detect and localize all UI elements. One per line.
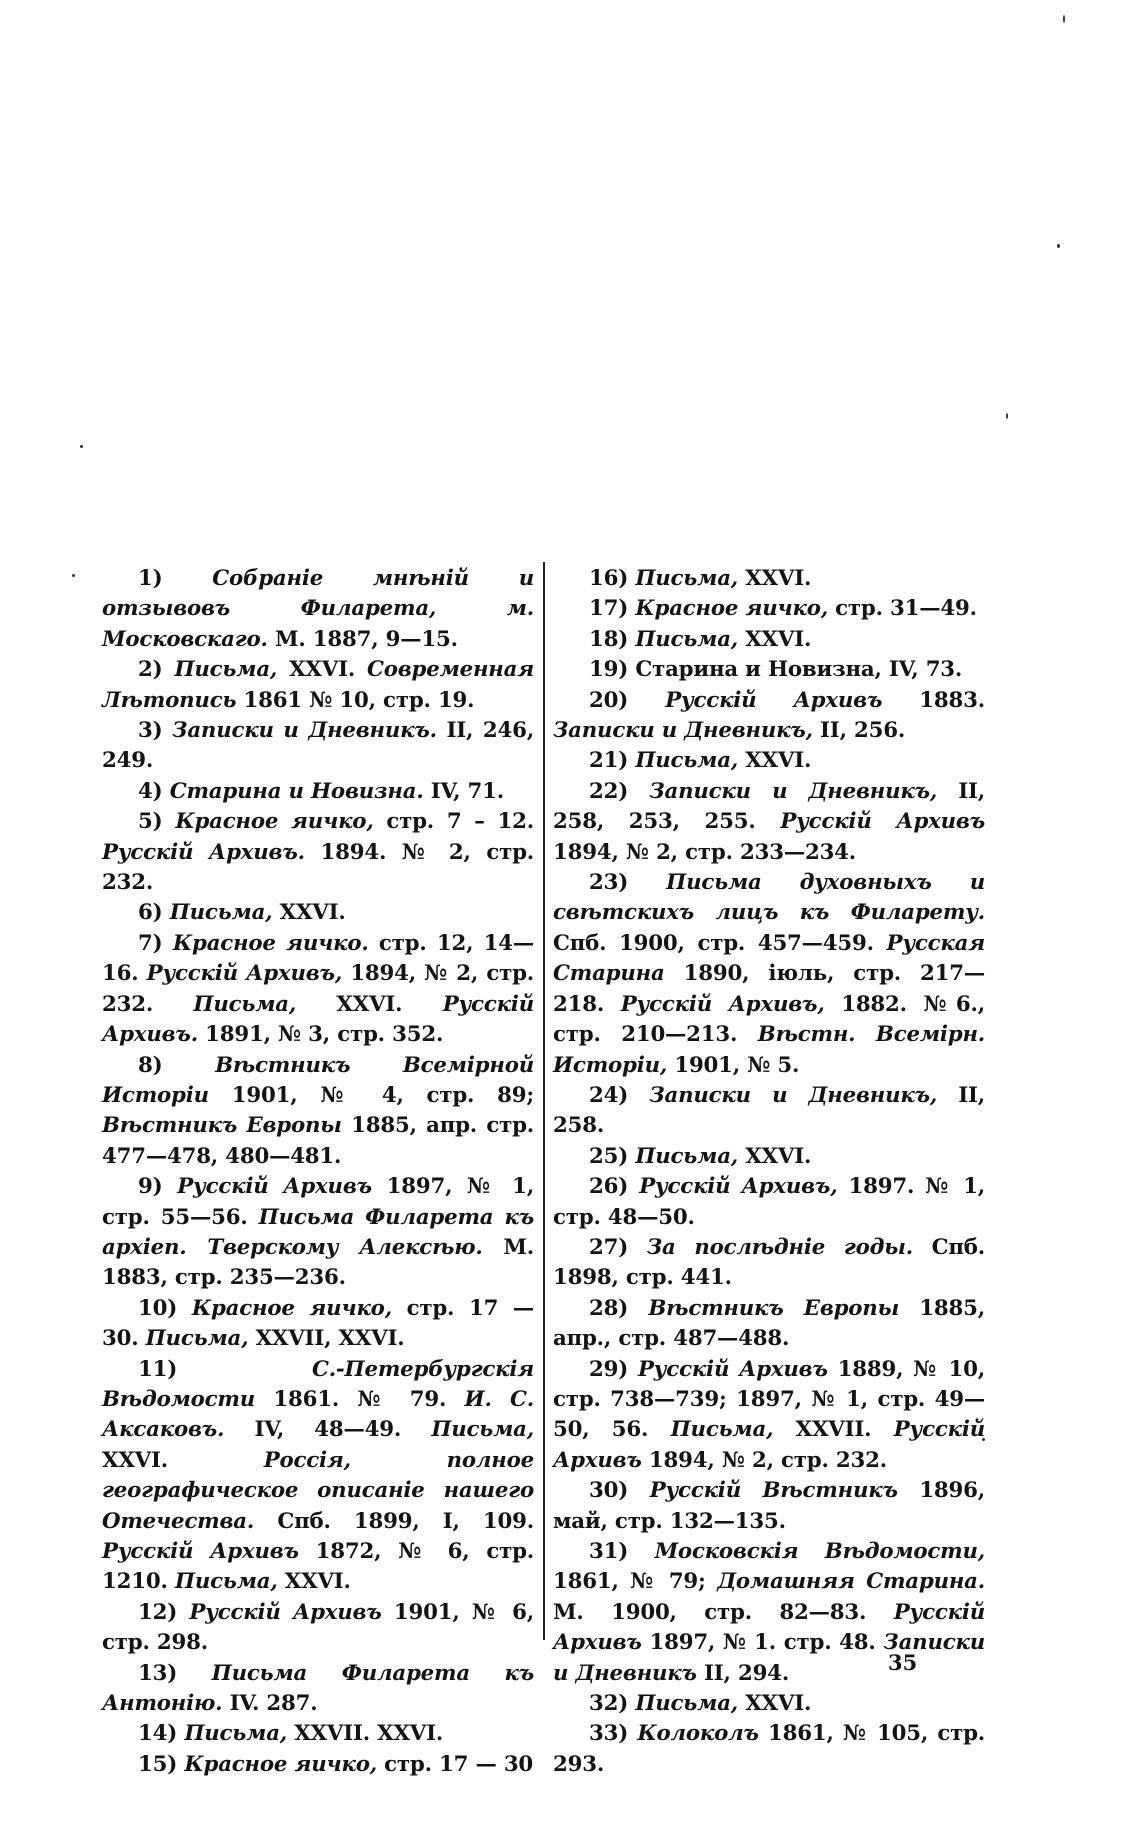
footnote-title: Русскій Архивъ, <box>639 1174 838 1200</box>
footnote-title: Вѣстн. Всемірн. Исторіи, <box>553 1022 985 1078</box>
footnote-text: 1) <box>138 566 213 591</box>
footnotes-left-column <box>102 564 534 1780</box>
footnote-text: XXVI. <box>738 1691 812 1717</box>
footnote-text: XXVI. <box>272 900 346 926</box>
footnote-text: 19) Старина и Новизна, IV, 73. <box>589 657 963 683</box>
footnote-title: Красное яичко, <box>184 1751 377 1777</box>
footnote-title: За послѣдніе годы. <box>646 1234 913 1260</box>
footnote <box>102 807 534 898</box>
footnote-title: Письма, <box>145 1326 249 1352</box>
footnote-text: 17) <box>589 596 636 622</box>
footnote-text: XXVI. <box>738 566 812 591</box>
footnote-text: 14) <box>138 1721 185 1747</box>
footnote <box>553 594 985 624</box>
footnote-text: 8) <box>138 1052 216 1078</box>
footnote-title: Письма Филарета къ архіеп. Тверскому Алексѣю. <box>102 1204 534 1260</box>
footnote <box>553 1233 985 1294</box>
footnote-text: 31) <box>589 1539 655 1564</box>
footnote-text: XXVII. XXVI. <box>287 1721 444 1747</box>
footnote-text: 1896, май, стр. 132—135. <box>553 1478 986 1534</box>
footnote-title: Записки и Дневникъ. <box>172 718 437 744</box>
footnote-title: Записки и Дневникъ, <box>649 778 938 804</box>
footnote <box>553 1719 985 1780</box>
footnote-text: 1872, № 6, стр. 1210. <box>102 1539 534 1595</box>
footnote-text: 1883. <box>882 687 985 713</box>
footnote-text: XXVI. <box>277 1569 351 1595</box>
footnote-text: 22) <box>589 778 650 804</box>
footnote-title: Записки и Дневникъ, <box>553 718 813 744</box>
footnote-title: Русскій Архивъ, <box>146 961 343 987</box>
footnote-title: Письма Филарета къ Антонію. <box>102 1660 534 1717</box>
footnote <box>553 655 985 685</box>
footnote-text: 5) <box>138 809 176 835</box>
footnote-text: IV, 48—49. <box>224 1417 432 1443</box>
footnote-text: 23) <box>589 870 667 896</box>
footnote-title: Московскія Вѣдомости, <box>654 1539 985 1564</box>
footnote-text: 1897, № 1, стр. 55—56. <box>102 1174 534 1230</box>
footnote-text: 1897, № 1. стр. 48. <box>641 1630 884 1656</box>
footnote <box>102 898 534 928</box>
footnote-title: Вѣстникъ Европы <box>102 1113 342 1139</box>
footnote-title: Письма, <box>635 748 739 774</box>
footnote-text: 7) <box>138 930 173 956</box>
footnote-text: М. 1900, стр. 82—83. <box>553 1599 894 1625</box>
column-divider <box>543 562 545 1640</box>
footnote-text: 21) <box>589 748 636 774</box>
footnote <box>553 868 985 1081</box>
footnote-title: Русскій Архивъ <box>553 1599 985 1656</box>
footnote <box>553 625 985 655</box>
footnote <box>553 777 985 868</box>
footnote-text: 20) <box>589 687 666 713</box>
footnote-title: Домашняя Старина. <box>717 1569 985 1595</box>
footnote-title: Старина и Новизна. <box>169 778 424 804</box>
footnote-title: Записки и Дневникъ <box>553 1630 985 1686</box>
footnote-text: 10) <box>138 1295 192 1321</box>
footnote-text: 12) <box>138 1599 190 1625</box>
footnote <box>553 746 985 776</box>
footnote <box>102 716 534 777</box>
footnote <box>553 686 985 747</box>
footnote-text: 16) <box>589 566 636 591</box>
footnote-text: XXVI. <box>738 748 812 774</box>
footnote <box>102 929 534 1051</box>
footnote <box>553 1294 985 1355</box>
footnote <box>553 1537 985 1689</box>
footnotes-right-column <box>553 564 985 1780</box>
footnote-text: 1894, № 2, стр. 232. <box>102 961 534 1017</box>
footnote-text: 1891, № 3, стр. 352. <box>197 1022 444 1048</box>
footnote-text: 1901, № 4, стр. 89; <box>208 1082 534 1108</box>
footnote-title: Русскій Архивъ <box>553 1417 985 1473</box>
footnote-text: 1894. № 2, стр. 232. <box>102 839 534 896</box>
footnote-text: 1885, апр. стр. 477—478, 480—481. <box>102 1113 534 1169</box>
footnote-text: 30) <box>589 1478 650 1504</box>
footnote <box>102 1750 534 1780</box>
footnote <box>553 1476 985 1537</box>
footnote-title: Вѣстникъ Всемірной Исторіи <box>102 1052 534 1108</box>
footnote-text: 4) <box>138 778 170 804</box>
footnote <box>102 1598 534 1659</box>
footnote-title: Русскій Вѣстникъ <box>649 1478 898 1504</box>
footnote-text: 1861. № 79. <box>255 1386 465 1412</box>
footnote-title: Письма, <box>635 1691 739 1717</box>
footnote-title: Красное яичко, <box>191 1295 392 1321</box>
footnote-title: Красное яичко. <box>172 930 369 956</box>
footnote-text: 28) <box>589 1295 649 1321</box>
footnote-title: Колоколъ <box>637 1721 759 1747</box>
footnote-text: стр. 12, 14—16. <box>102 930 534 987</box>
footnote-text: Спб. 1900, стр. 457—459. <box>553 930 887 956</box>
footnote-title: Красное яичко, <box>635 596 828 622</box>
footnote-title: Русскій Архивъ <box>637 1356 828 1382</box>
footnote-title: Русскій Архивъ. <box>102 839 305 865</box>
footnote-title: Русскій Архивъ <box>177 1174 372 1200</box>
footnote-text: 1885, апр., стр. 487—488. <box>553 1295 986 1352</box>
footnote <box>102 655 534 716</box>
footnote-title: Русскій Архивъ <box>102 1539 299 1564</box>
footnote-title: Русскій Архивъ, <box>620 991 825 1017</box>
footnote-title: Письма, <box>431 1417 534 1443</box>
footnote-text: Спб. 1899, I, 109. <box>254 1508 534 1534</box>
footnote-text: Спб. 1898, стр. 441. <box>553 1234 986 1291</box>
footnote <box>102 1659 534 1720</box>
footnote-text: стр. 17 — 30 <box>376 1751 534 1777</box>
footnote-title: Записки и Дневникъ, <box>649 1082 938 1108</box>
footnote <box>102 1355 534 1598</box>
footnote-text: 1901, № 6, стр. 298. <box>102 1599 534 1656</box>
footnote <box>553 564 985 594</box>
footnote-title: Письма, <box>670 1417 774 1443</box>
footnote-title: Собраніе мнѣній и отзывовъ Филарета, м. Московскаго. <box>102 566 534 652</box>
footnote-title: Русскій Архивъ. <box>102 991 534 1048</box>
footnote-text: 15) <box>138 1751 185 1777</box>
footnote-text: 1889, № 10, стр. 738—739; 1897, № 1, стр. 49—50, 56. <box>553 1356 985 1443</box>
footnote-text: IV. 287. <box>222 1691 318 1717</box>
footnote <box>553 1081 985 1142</box>
footnote-text: 1861, № 105, стр. 293. <box>553 1721 986 1777</box>
footnote-title: С.-Петербургскія Вѣдомости <box>102 1356 534 1412</box>
footnote-title: Русскій Архивъ <box>189 1599 382 1625</box>
footnote-title: Красное яичко, <box>175 809 374 835</box>
footnote-text: II, 246, 249. <box>102 718 534 774</box>
footnote-text: 26) <box>589 1174 640 1200</box>
footnote-text: II, 258. <box>553 1082 986 1139</box>
footnote-text: 25) <box>589 1143 636 1169</box>
footnote-text: XXVII, XXVI. <box>248 1326 405 1352</box>
footnote-text: 1894, № 2, стр. 233—234. <box>553 839 857 865</box>
footnote-text: 1890, іюль, стр. 217—218. <box>553 961 985 1017</box>
footnote-title: Письма, <box>169 900 273 926</box>
footnote-title: Русская Старина <box>553 930 985 987</box>
footnote-text: 1882. №6., стр. 210—213. <box>553 991 985 1048</box>
footnote-text: 1861 № 10, стр. 19. <box>236 687 475 713</box>
footnote-text: II, 256. <box>812 718 906 744</box>
footnote-text: IV, 71. <box>423 778 505 804</box>
footnote-text: XXVI. <box>296 991 443 1017</box>
footnote-text: XXVI. <box>102 1447 264 1473</box>
footnote-title: Современная Лѣтопись <box>102 657 534 713</box>
footnote-title: Русскій Архивъ <box>665 687 883 713</box>
footnote-text: М. 1887, 9—15. <box>267 626 458 652</box>
footnote-title: Русскій Архивъ <box>780 809 985 835</box>
footnote-text: 33) <box>589 1721 638 1747</box>
footnote-text: 1861, № 79; <box>553 1569 718 1595</box>
footnote-text: XXVII. <box>773 1417 894 1443</box>
footnote <box>553 1172 985 1233</box>
page-number: 35 <box>888 1650 918 1675</box>
footnote-text: стр. 7 – 12. <box>373 809 534 835</box>
footnote-title: Вѣстникъ Европы <box>648 1295 900 1321</box>
footnote-title: Письма, <box>193 991 297 1017</box>
footnote-text: 6) <box>138 900 170 926</box>
footnote-text: 24) <box>589 1082 650 1108</box>
footnote-text: 11) <box>138 1356 312 1382</box>
footnote <box>102 1294 534 1355</box>
footnote-text: 2) <box>138 657 175 683</box>
footnote-title: Письма, <box>174 657 278 683</box>
footnote-title: Письма духовныхъ и свѣтскихъ лицъ къ Филарету. <box>553 870 985 926</box>
footnote-text: 9) <box>138 1174 178 1200</box>
footnote-text: стр. 17 — 30. <box>102 1295 534 1352</box>
footnote <box>102 1719 534 1749</box>
footnote-text: 27) <box>589 1234 647 1260</box>
footnote-text: стр. 31—49. <box>827 596 977 622</box>
footnote-text: 18) <box>589 626 636 652</box>
footnote-text: 1901, № 5. <box>667 1052 800 1078</box>
footnote-text: XXVI. <box>738 1143 812 1169</box>
footnote-title: Письма, <box>635 626 739 652</box>
footnote <box>102 1172 534 1294</box>
footnote-text: М. 1883, стр. 235—236. <box>102 1234 534 1291</box>
footnote-title: Письма, <box>635 1143 739 1169</box>
footnote-text: 1894, № 2, стр. 232. <box>641 1447 887 1473</box>
footnote-title: Письма, <box>635 566 739 591</box>
footnote-text: 1897. № 1, стр. 48—50. <box>553 1174 985 1230</box>
footnote-text: 32) <box>589 1691 636 1717</box>
footnote <box>553 1142 985 1172</box>
footnote <box>553 1355 985 1477</box>
footnote-text: 13) <box>138 1660 212 1686</box>
footnote-title: Письма, <box>174 1569 278 1595</box>
footnote <box>553 1689 985 1719</box>
footnote <box>102 564 534 655</box>
footnote-title: Россія, полное географическое описаніе нашего Отечества. <box>102 1447 534 1534</box>
footnote-text: II, 258, 253, 255. <box>553 778 986 835</box>
footnote-text: XXVI. <box>277 657 367 683</box>
footnote-title: Письма, <box>184 1721 288 1747</box>
footnote <box>102 777 534 807</box>
footnote <box>102 1051 534 1173</box>
footnote-text: 3) <box>138 718 173 744</box>
footnote-text: XXVI. <box>738 626 812 652</box>
footnote-text: II, 294. <box>696 1660 790 1686</box>
footnote-title: И. С. Аксаковъ. <box>102 1386 534 1443</box>
footnote-text: 29) <box>589 1356 638 1382</box>
